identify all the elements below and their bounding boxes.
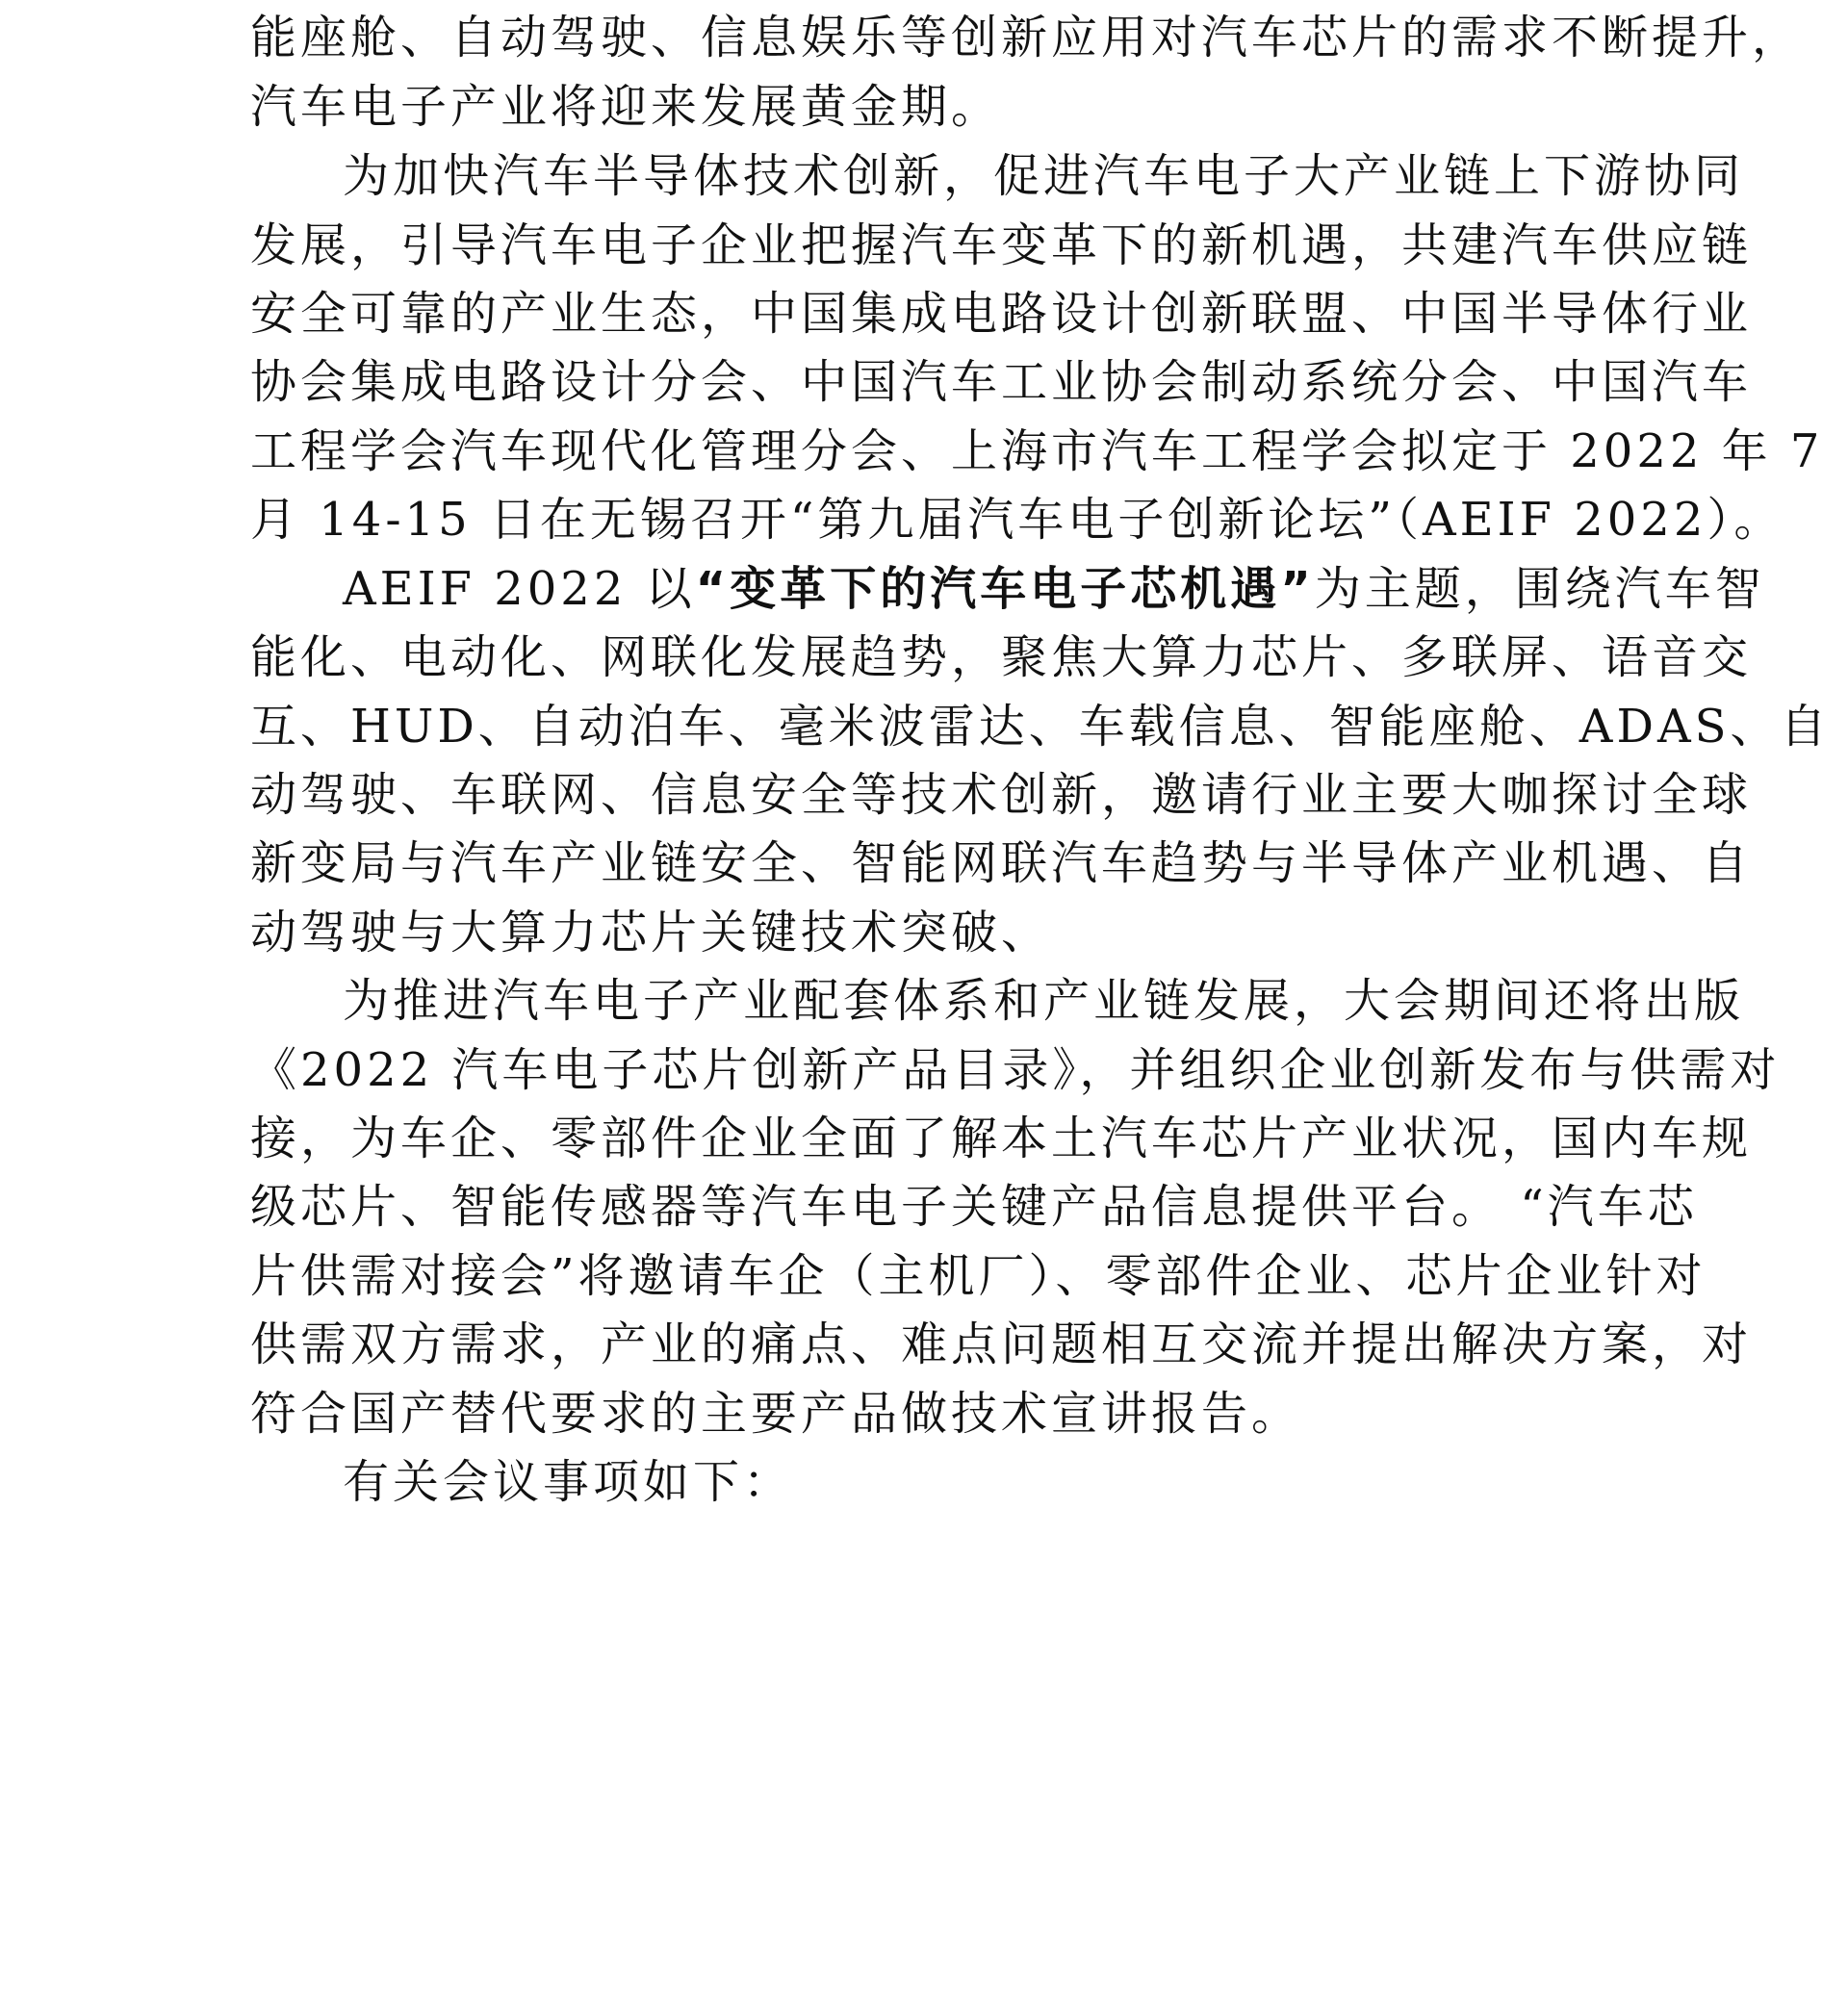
- text-line: 片供需对接会”将邀请车企（主机厂）、零部件企业、芯片企业针对: [250, 1249, 1707, 1303]
- document-page: [250, 0, 1831, 1995]
- forum-theme: “变革下的汽车电子芯机遇”: [695, 562, 1315, 616]
- text-line: 汽车电子产业将迎来发展黄金期。: [250, 80, 1002, 134]
- text-line: 协会集成电路设计分会、中国汽车工业协会制动系统分会、中国汽车: [250, 355, 1753, 409]
- text-line: 月 14-15 日在无锡召开“第九届汽车电子创新论坛”（AEIF 2022）。: [250, 493, 1784, 547]
- text-line: 工程学会汽车现代化管理分会、上海市汽车工程学会拟定于 2022 年 7: [250, 424, 1824, 478]
- text-line: 符合国产替代要求的主要产品做技术宣讲报告。: [250, 1387, 1302, 1441]
- text-line: 动驾驶、车联网、信息安全等技术创新，邀请行业主要大咖探讨全球: [250, 768, 1753, 822]
- text-line: 《2022 汽车电子芯片创新产品目录》，并组织企业创新发布与供需对: [250, 1043, 1781, 1097]
- text-line: 为推进汽车电子产业配套体系和产业链发展，大会期间还将出版: [343, 974, 1745, 1028]
- line-suffix: 为主题，围绕汽车智: [1314, 562, 1765, 616]
- text-line: 安全可靠的产业生态，中国集成电路设计创新联盟、中国半导体行业: [250, 287, 1753, 341]
- text-line: 新变局与汽车产业链安全、智能网联汽车趋势与半导体产业机遇、自: [250, 836, 1753, 890]
- text-line-with-emphasis: [250, 555, 1765, 623]
- text-line: 供需双方需求，产业的痛点、难点问题相互交流并提出解决方案，对: [250, 1317, 1753, 1371]
- text-line: 能座舱、自动驾驶、信息娱乐等创新应用对汽车芯片的需求不断提升，: [250, 11, 1803, 64]
- text-line: 接，为车企、零部件企业全面了解本土汽车芯片产业状况，国内车规: [250, 1112, 1753, 1165]
- text-line: 为加快汽车半导体技术创新，促进汽车电子大产业链上下游协同: [343, 149, 1745, 203]
- text-line: 发展，引导汽车电子企业把握汽车变革下的新机遇，共建汽车供应链: [250, 218, 1753, 272]
- text-line: 动驾驶与大算力芯片关键技术突破、: [250, 906, 1052, 959]
- text-line: 级芯片、智能传感器等汽车电子关键产品信息提供平台。 “汽车芯: [250, 1180, 1698, 1234]
- line-prefix: AEIF 2022 以: [343, 562, 696, 616]
- text-line: 能化、电动化、网联化发展趋势，聚焦大算力芯片、多联屏、语音交: [250, 630, 1753, 684]
- text-line: 互、HUD、自动泊车、毫米波雷达、车载信息、智能座舱、ADAS、自: [250, 700, 1831, 754]
- text-line: 有关会议事项如下：: [343, 1455, 794, 1509]
